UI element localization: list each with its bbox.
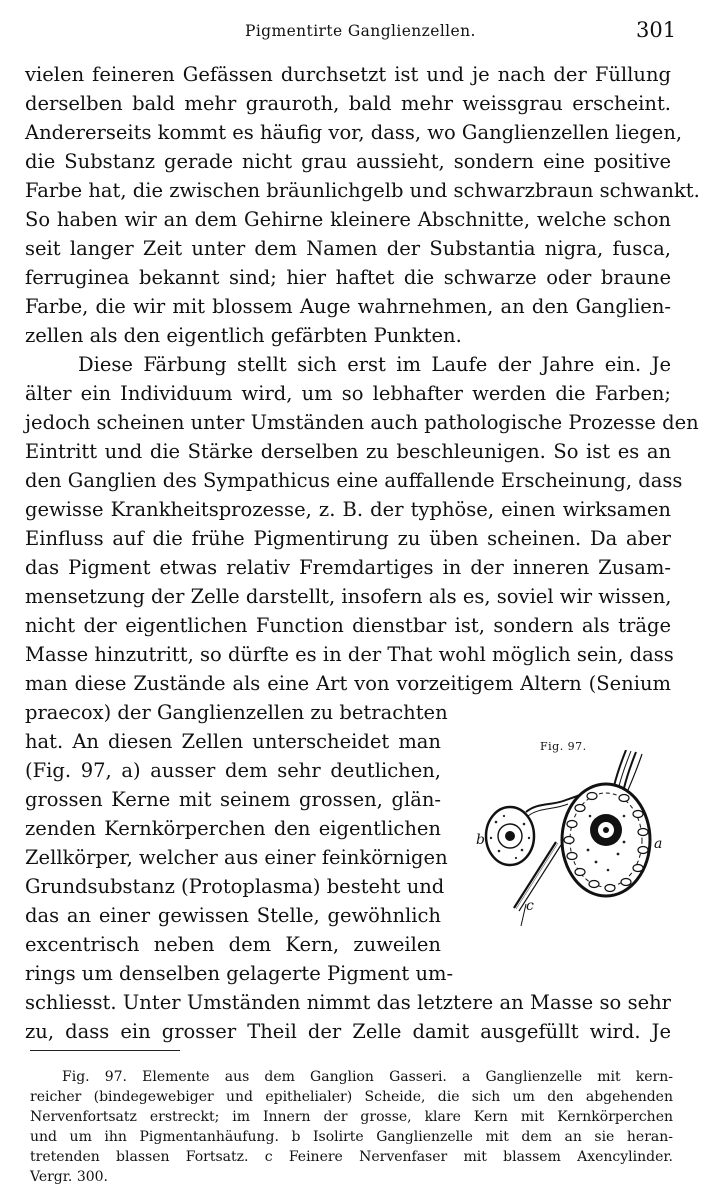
text-line: Einfluss auf die frühe Pigmentirung zu üben scheinen. Da aber bbox=[25, 527, 671, 550]
text-line: Farbe hat, die zwischen bräunlichgelb und schwarzbraun schwankt. bbox=[25, 179, 700, 202]
figure-label-b: b bbox=[476, 832, 485, 848]
caption-line: Nervenfortsatz erstreckt; im Innern der grosse, klare Kern mit Kernkörperchen bbox=[30, 1109, 673, 1125]
text-line: Masse hinzutritt, so dürfte es in der That wohl möglich sein, dass bbox=[25, 643, 674, 666]
text-line: So haben wir an dem Gehirne kleinere Abschnitte, welche schon bbox=[25, 208, 671, 231]
text-line: das Pigment etwas relativ Fremdartiges in der inneren Zusam- bbox=[25, 556, 671, 579]
footnote-divider bbox=[30, 1050, 180, 1051]
text-line: (Fig. 97, a) ausser dem sehr deutlichen, bbox=[25, 759, 441, 782]
caption-line: reicher (bindegewebiger und epithelialer) Scheide, die sich um den abgehenden bbox=[30, 1089, 673, 1105]
text-line: älter ein Individuum wird, um so lebhafter werden die Farben; bbox=[25, 382, 671, 405]
figure-label-a: a bbox=[654, 836, 663, 852]
text-line: excentrisch neben dem Kern, zuweilen bbox=[25, 933, 441, 956]
text-line: den Ganglien des Sympathicus eine auffallende Erscheinung, dass bbox=[25, 469, 683, 492]
text-line: mensetzung der Zelle darstellt, insofern als es, soviel wir wissen, bbox=[25, 585, 672, 608]
text-line: Eintritt und die Stärke derselben zu beschleunigen. So ist es an bbox=[25, 440, 671, 463]
text-line: jedoch scheinen unter Umständen auch pathologische Prozesse den bbox=[25, 411, 699, 434]
text-line: man diese Zustände als eine Art von vorzeitigem Altern (Senium bbox=[25, 672, 671, 695]
text-line: Andererseits kommt es häufig vor, dass, wo Ganglienzellen liegen, bbox=[25, 121, 683, 144]
text-line: zellen als den eigentlich gefärbten Punkten. bbox=[25, 324, 462, 347]
text-line: nicht der eigentlichen Function dienstbar ist, sondern als träge bbox=[25, 614, 671, 637]
caption-line: und um ihn Pigmentanhäufung. b Isolirte Ganglienzelle mit dem an sie heran- bbox=[30, 1129, 673, 1145]
text-line: Farbe, die wir mit blossem Auge wahrnehmen, an den Ganglien- bbox=[25, 295, 671, 318]
text-line: hat. An diesen Zellen unterscheidet man bbox=[25, 730, 441, 753]
text-line: derselben bald mehr grauroth, bald mehr weissgrau erscheint. bbox=[25, 92, 671, 115]
text-line: ferruginea bekannt sind; hier haftet die schwarze oder braune bbox=[25, 266, 671, 289]
text-line: Grundsubstanz (Protoplasma) besteht und bbox=[25, 875, 445, 898]
text-line: praecox) der Ganglienzellen zu betrachten bbox=[25, 701, 448, 724]
paragraph-first-line: Diese Färbung stellt sich erst im Laufe der Jahre ein. Je bbox=[78, 353, 671, 376]
text-line: seit langer Zeit unter dem Namen der Substantia nigra, fusca, bbox=[25, 237, 671, 260]
text-line: vielen feineren Gefässen durchsetzt ist und je nach der Füllung bbox=[25, 63, 671, 86]
caption-line: tretenden blassen Fortsatz. c Feinere Nervenfaser mit blassem Axencylinder. bbox=[30, 1149, 673, 1165]
text-line: gewisse Krankheitsprozesse, z. B. der typhöse, einen wirksamen bbox=[25, 498, 671, 521]
page-number: 301 bbox=[636, 18, 677, 42]
text-line: zu, dass ein grosser Theil der Zelle damit ausgefüllt wird. Je bbox=[25, 1020, 671, 1043]
text-line: zenden Kernkörperchen den eigentlichen bbox=[25, 817, 441, 840]
figure-title: Fig. 97. bbox=[540, 740, 587, 753]
caption-line: Vergr. 300. bbox=[30, 1169, 108, 1185]
figure-label-c: c bbox=[526, 898, 534, 914]
text-line: Zellkörper, welcher aus einer feinkörnigen bbox=[25, 846, 448, 869]
caption-line: Fig. 97. Elemente aus dem Ganglion Gasseri. a Ganglienzelle mit kern- bbox=[62, 1069, 673, 1085]
text-line: grossen Kerne mit seinem grossen, glän- bbox=[25, 788, 441, 811]
running-title: Pigmentirte Ganglienzellen. bbox=[245, 22, 476, 40]
figure-97 bbox=[468, 736, 688, 936]
text-line: die Substanz gerade nicht grau aussieht, sondern eine positive bbox=[25, 150, 671, 173]
text-line: das an einer gewissen Stelle, gewöhnlich bbox=[25, 904, 441, 927]
text-line: schliesst. Unter Umständen nimmt das letztere an Masse so sehr bbox=[25, 991, 671, 1014]
text-line: rings um denselben gelagerte Pigment um- bbox=[25, 962, 454, 985]
